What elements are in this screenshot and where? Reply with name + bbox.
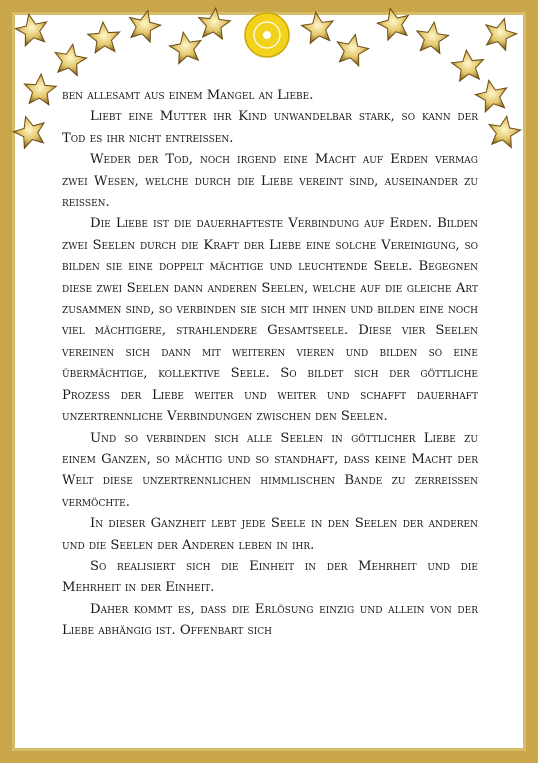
paragraph-7: So realisiert sich die Einheit in der Mehrheit und die Mehrheit in der Einheit. [62, 558, 478, 596]
paragraph-1: ben allesamt aus einem Mangel an Liebe. [62, 88, 314, 103]
paragraph-8: Daher kommt es, dass die Erlösung einzig und allein von der Liebe abhängig ist. Offenbart sich [62, 601, 478, 639]
paragraph-2: Liebt eine Mutter ihr Kind unwandelbar stark, so kann der Tod es ihr nicht entreissen. [62, 109, 478, 146]
paragraph-4: Die Liebe ist die dauerhafteste Verbindung auf Erden. Bilden zwei Seelen durch die Kraft der Liebe eine solche Vereinigung, so bilden sie eine doppelt mächtige und leuchtende Seele. Begegnen diese zwei Seelen dann anderen Seelen, welche auf die gleiche Art zusammen sind, so verbinden sie sich mit ihnen und bilden eine noch viel mächtigere, strahlendere Gesamtseele. Diese vier Seelen vereinen sich dann mit weiteren vieren und bilden so eine übermächtige, kollektive Seele. So bildet sich der göttliche Prozess der Liebe weiter und weiter und schafft dauerhaft unzertrennliche Verbindungen zwischen den Seelen. [62, 216, 478, 425]
sun-icon [244, 12, 290, 58]
page-text [62, 85, 478, 642]
paragraph-3: Weder der Tod, noch irgend eine Macht auf Erden vermag zwei Wesen, welche durch die Liebe vereint sind, auseinander zu reissen. [62, 152, 478, 211]
paragraph-6: In dieser Ganzheit lebt jede Seele in den Seelen der anderen und die Seelen der Anderen leben in ihr. [62, 516, 478, 553]
paragraph-5: Und so verbinden sich alle Seelen in göttlicher Liebe zu einem Ganzen, so mächtig und so standhaft, dass keine Macht der Welt diese unzertrennlichen himmlischen Bande zu zerreissen vermöchte. [62, 430, 478, 510]
